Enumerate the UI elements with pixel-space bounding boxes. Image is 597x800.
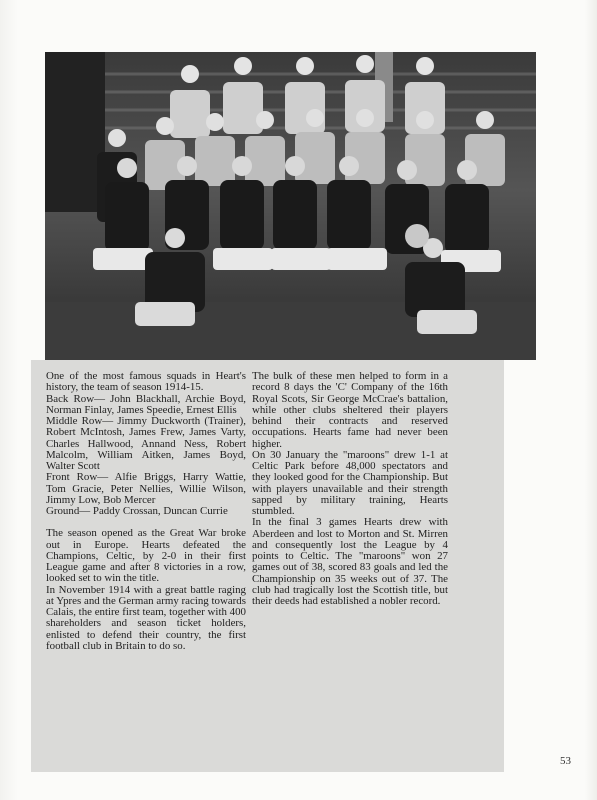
caption-intro: One of the most famous squads in Heart's history, the team of season 1914-15. [46,370,246,394]
team-photograph-image [45,52,536,360]
caption-january-paragraph: On 30 January the "maroons" drew 1-1 at Celtic Park before 48,000 spectators and they looked good for the Championship. But with players unavailable and their strength sapped by military training, Hearts stumbled. [252,448,448,517]
caption-column-left [46,371,246,652]
caption-middle-row: Middle Row— Jimmy Duckworth (Trainer), Robert McIntosh, James Frew, James Varty, Charles Hallwood, Annand Ness, Robert Malcolm, William Aitken, James Boyd, Walter Scott [46,415,246,472]
caption-season-paragraph: The season opened as the Great War broke out in Europe. Hearts defeated the Champions, Celtic, by 2-0 in their first League game and after 8 victories in a row, looked set to win the title. [46,527,246,585]
caption-company-paragraph: The bulk of these men helped to form in a record 8 days the 'C' Company of the 16th Royal Scots, Sir George McCrae's battalion, while other clubs sheltered their players behind their contracts and reserved occupations. Hearts fame had never been higher. [252,370,448,450]
caption-final-games-paragraph: In the final 3 games Hearts drew with Aberdeen and lost to Morton and St. Mirren and consequently lost the League by 4 points to Celtic. The "maroons" won 27 games out of 38, scored 83 goals and led the Championship on 35 weeks out of 37. The club had tragically lost the Scottish title, but their deeds had established a nobler record. [252,516,448,607]
team-photograph [45,52,536,360]
caption-enlist-paragraph: In November 1914 with a great battle raging at Ypres and the German army racing towards Calais, the entire first team, together with 400 shareholders and season ticket holders, enlisted to defend their country, the first football club in Britain to do so. [46,583,246,652]
caption-ground-row: Ground— Paddy Crossan, Duncan Currie [46,505,228,517]
caption-column-right [252,371,448,607]
caption-back-row: Back Row— John Blackhall, Archie Boyd, Norman Finlay, James Speedie, Ernest Ellis [46,392,246,416]
page-number: 53 [560,755,571,767]
caption-front-row: Front Row— Alfie Briggs, Harry Wattie, Tom Gracie, Peter Nellies, Willie Wilson, Jimmy Low, Bob Mercer [46,471,246,506]
